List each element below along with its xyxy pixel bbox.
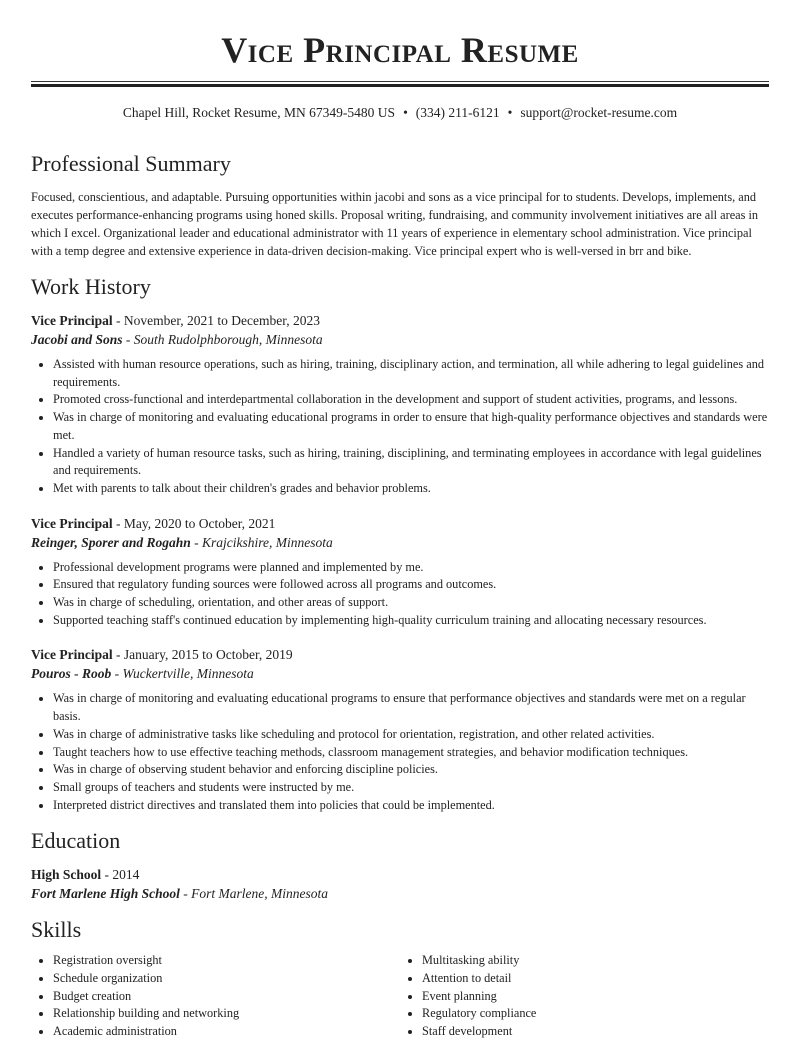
job-company-line bbox=[31, 533, 769, 552]
list-item: • Event planning bbox=[422, 988, 769, 1006]
list-item: • Attention to detail bbox=[422, 970, 769, 988]
list-item: • Ensured that regulatory funding sources were followed across all programs and outcomes. bbox=[53, 576, 769, 594]
education-year: - 2014 bbox=[101, 867, 140, 883]
job-entry bbox=[31, 311, 769, 498]
job-location: - Krajcikshire, Minnesota bbox=[190, 534, 333, 550]
list-item: • Taught teachers how to use effective teaching methods, classroom management strategies, and behavior modification techniques. bbox=[53, 744, 769, 762]
contact-line bbox=[31, 105, 769, 121]
work-history-heading: Work History bbox=[31, 274, 151, 299]
list-item: • Staff development bbox=[422, 1023, 769, 1041]
list-item: • Multitasking ability bbox=[422, 952, 769, 970]
list-item: • Was in charge of scheduling, orientation, and other areas of support. bbox=[53, 594, 769, 612]
list-item: • Promoted cross-functional and interdepartmental collaboration in the development and support of student activities, programs, and lessons. bbox=[53, 391, 769, 409]
header-rule-thin bbox=[31, 81, 769, 82]
education-degree-line bbox=[31, 865, 769, 884]
job-title-line bbox=[31, 645, 769, 664]
job-location: - South Rudolphborough, Minnesota bbox=[122, 332, 323, 347]
job-role: Vice Principal bbox=[31, 647, 113, 663]
skills-left-column bbox=[31, 952, 400, 1041]
list-item: • Budget creation bbox=[53, 988, 400, 1006]
education-location: - Fort Marlene, Minnesota bbox=[179, 886, 329, 902]
summary-text: Focused, conscientious, and adaptable. Pursuing opportunities within jacobi and sons as a vice principal for to students. Develops, implements, and executes performance-enhancing programs using honed skills. Proposal writing, fundraising, and community involvement initiatives are all areas in which I excel. Organizational leader and educational administrator with 11 years of experience in elementary school administration. Vice principal with a temp degree and extensive experience in data-driven decision-making. Vice principal expert who is well-versed in brr and bike. bbox=[31, 190, 759, 258]
job-bullets bbox=[31, 690, 769, 814]
job-company: Jacobi and Sons bbox=[31, 332, 123, 347]
job-dates: - May, 2020 to October, 2021 bbox=[112, 515, 276, 531]
list-item: • Supported teaching staff's continued education by implementing high-quality curriculum training and allocating necessary resources. bbox=[53, 612, 769, 630]
job-dates: - January, 2015 to October, 2019 bbox=[112, 647, 293, 663]
list-item: • Was in charge of observing student behavior and enforcing discipline policies. bbox=[53, 761, 769, 779]
skills-right-column bbox=[400, 952, 769, 1041]
job-entry bbox=[31, 645, 769, 814]
list-item: • Registration oversight bbox=[53, 952, 400, 970]
education-school: Fort Marlene High School bbox=[31, 886, 180, 902]
skills-grid bbox=[31, 952, 769, 1041]
job-dates: - November, 2021 to December, 2023 bbox=[112, 313, 320, 328]
list-item: • Interpreted district directives and translated them into policies that could be implemented. bbox=[53, 797, 769, 815]
list-item: • Was in charge of monitoring and evaluating educational programs in order to ensure that high-quality performance objectives and standards were met. bbox=[53, 409, 769, 444]
job-role: Vice Principal bbox=[31, 313, 113, 328]
job-company-line bbox=[31, 664, 769, 683]
list-item: • Schedule organization bbox=[53, 970, 400, 988]
job-bullets bbox=[31, 559, 769, 630]
skills-heading: Skills bbox=[31, 917, 82, 943]
list-item: • Handled a variety of human resource tasks, such as hiring, training, disciplining, and terminating employees in accordance with legal guidelines and requirements. bbox=[53, 445, 769, 480]
education-degree: High School bbox=[31, 867, 102, 883]
list-item: • Regulatory compliance bbox=[422, 1005, 769, 1023]
header-rule-thick bbox=[31, 84, 769, 87]
job-company: Reinger, Sporer and Rogahn bbox=[31, 534, 191, 550]
contact-separator: • bbox=[507, 105, 513, 120]
education-school-line bbox=[31, 884, 769, 903]
list-item: • Small groups of teachers and students were instructed by me. bbox=[53, 779, 769, 797]
job-company-line bbox=[31, 330, 769, 349]
contact-address: Chapel Hill, Rocket Resume, MN 67349-5480 US bbox=[122, 105, 396, 120]
list-item: • Was in charge of administrative tasks like scheduling and protocol for orientation, registration, and other related activities. bbox=[53, 726, 769, 744]
job-title-line bbox=[31, 514, 769, 533]
job-company: Pouros - Roob bbox=[31, 666, 112, 682]
contact-separator: • bbox=[403, 105, 408, 120]
education-heading: Education bbox=[31, 828, 121, 854]
job-title-line bbox=[31, 311, 769, 330]
list-item: • Professional development programs were planned and implemented by me. bbox=[53, 559, 769, 577]
list-item: • Met with parents to talk about their children's grades and behavior problems. bbox=[53, 480, 769, 498]
job-role: Vice Principal bbox=[31, 515, 113, 531]
job-location: - Wuckertville, Minnesota bbox=[111, 666, 254, 682]
list-item: • Relationship building and networking bbox=[53, 1005, 400, 1023]
job-entry bbox=[31, 514, 769, 630]
list-item: • Assisted with human resource operations, such as hiring, training, disciplinary action, and termination, all while adhering to legal guidelines and requirements. bbox=[53, 356, 769, 391]
summary-heading: Professional Summary bbox=[31, 151, 231, 176]
job-bullets bbox=[31, 356, 769, 498]
resume-title: Vice Principal Resume bbox=[221, 30, 579, 70]
education-entry bbox=[31, 865, 769, 903]
list-item: • Was in charge of monitoring and evaluating educational programs to ensure that performance objectives and standards were met on a regular basis. bbox=[53, 690, 769, 725]
contact-phone: (334) 211-6121 bbox=[415, 105, 500, 120]
list-item: • Academic administration bbox=[53, 1023, 400, 1041]
contact-email[interactable]: support@rocket-resume.com bbox=[520, 105, 678, 120]
